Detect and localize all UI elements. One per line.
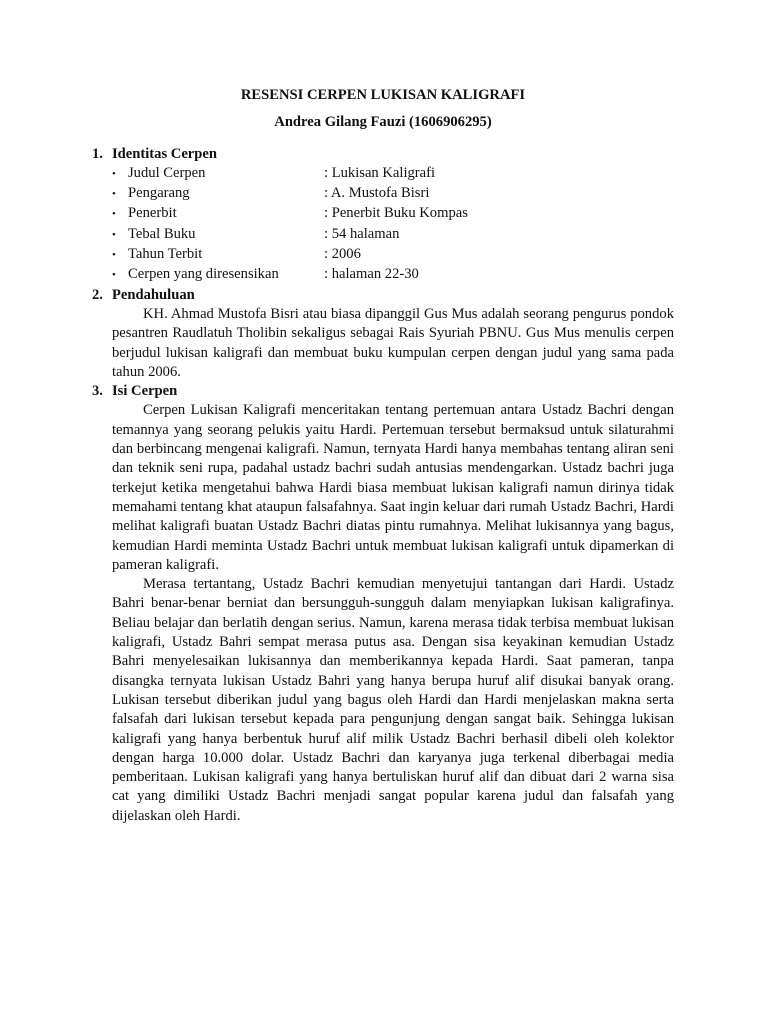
section-title: Identitas Cerpen (112, 145, 217, 162)
identitas-list (92, 164, 674, 286)
isi-paragraph-2: Merasa tertantang, Ustadz Bachri kemudian menyetujui tantangan dari Hardi. Ustadz Bahri benar-benar berniat dan bersungguh-sungguh dalam menyiapkan lukisan kaligrafinya. Beliau belajar dan berlatih dengan serius. Namun, karena merasa tidak terbisa membuat lukisan kaligrafi, Ustadz Bahri sempat merasa putus asa. Dengan sisa keyakinan kemudian Ustadz Bahri menyelesaikan lukisannya dan memberikannya kepada Hardi. Saat pameran, tanpa disangka ternyata lukisan Ustadz Bahri yang hanya berupa huruf alif disukai banyak orang. Lukisan tersebut diberikan judul yang bagus oleh Hardi dan Hardi menjelaskan makna serta falsafah dari lukisan tersebut kepada para pengunjung dengan sangat baik. Sehingga lukisan kaligrafi yang hanya berbentuk huruf alif milik Ustadz Bachri berhasil dibeli oleh kolektor dengan harga 10.000 dolar. Ustadz Bachri dan karyanya juga terkenal diberbagai media pemberitaan. Lukisan kaligrafi yang hanya bertuliskan huruf alif dan dibuat dari 2 warna sisa cat yang dimiliki Ustadz Bachri menjadi sangat popular karena judul dan falsafah yang dijelaskan oleh Hardi. (112, 576, 674, 824)
bullet-icon: • (112, 208, 116, 221)
section-number: 3. (92, 383, 103, 400)
document-author: Andrea Gilang Fauzi (1606906295) (274, 114, 492, 131)
list-item (112, 245, 674, 265)
section-number: 2. (92, 286, 103, 303)
item-label: Judul Cerpen (128, 164, 206, 181)
bullet-icon: • (112, 269, 116, 282)
item-value: : halaman 22-30 (324, 266, 419, 283)
list-item (112, 225, 674, 245)
list-item (112, 204, 674, 224)
item-value: : Lukisan Kaligrafi (324, 164, 436, 181)
section-title: Pendahuluan (112, 286, 195, 303)
section-number: 1. (92, 145, 103, 162)
bullet-icon: • (112, 188, 116, 201)
item-label: Penerbit (128, 205, 177, 222)
list-item (112, 184, 674, 204)
item-value: : Penerbit Buku Kompas (324, 205, 468, 222)
list-item (112, 265, 674, 285)
bullet-icon: • (112, 167, 116, 180)
item-label: Cerpen yang diresensikan (128, 266, 279, 283)
document-title: RESENSI CERPEN LUKISAN KALIGRAFI (240, 87, 526, 103)
item-value: : 54 halaman (324, 225, 400, 242)
section-identitas-heading (92, 145, 674, 164)
section-isi-heading (92, 382, 674, 401)
list-item (112, 164, 674, 184)
pendahuluan-paragraph: KH. Ahmad Mustofa Bisri atau biasa dipanggil Gus Mus adalah seorang pengurus pondok pesantren Raudlatuh Tholibin sekaligus sebagai Rais Syuriah PBNU. Gus Mus menulis cerpen berjudul lukisan kaligrafi dan membuat buku kumpulan cerpen dengan judul yang sama pada tahun 2006. (112, 305, 674, 380)
isi-paragraph-1: Cerpen Lukisan Kaligrafi menceritakan tentang pertemuan antara Ustadz Bachri dengan temannya yang seorang pelukis yaitu Hardi. Pertemuan tersebut bermaksud untuk silaturahmi dan berbincang mengenai kaligrafi. Namun, ternyata Hardi hanya membahas tentang aliran seni dan teknik seni rupa, padahal ustadz bachri sudah antusias mendengarkan. Ustadz bachri juga terkejut ketika mengetahui bahwa Hardi biasa membuat lukisan kaligrafi namun dirinya tidak memahami tentang khat ataupun falsafahnya. Saat ingin keluar dari rumah Ustadz Bachri, Hardi melihat kaligrafi buatan Ustadz Bachri diatas pintu rumahnya. Melihat lukisannya yang bagus, kemudian Hardi meminta Ustadz Bachri untuk membuat lukisan kaligrafi untuk dipamerkan di pameran kaligrafi. (112, 402, 674, 573)
item-label: Tebal Buku (128, 225, 196, 242)
item-label: Tahun Terbit (128, 246, 203, 263)
item-value: : A. Mustofa Bisri (324, 185, 430, 202)
section-title: Isi Cerpen (112, 383, 178, 400)
item-value: : 2006 (324, 246, 361, 263)
item-label: Pengarang (128, 185, 190, 202)
bullet-icon: • (112, 228, 116, 241)
bullet-icon: • (112, 249, 116, 262)
section-pendahuluan-heading (92, 286, 674, 305)
